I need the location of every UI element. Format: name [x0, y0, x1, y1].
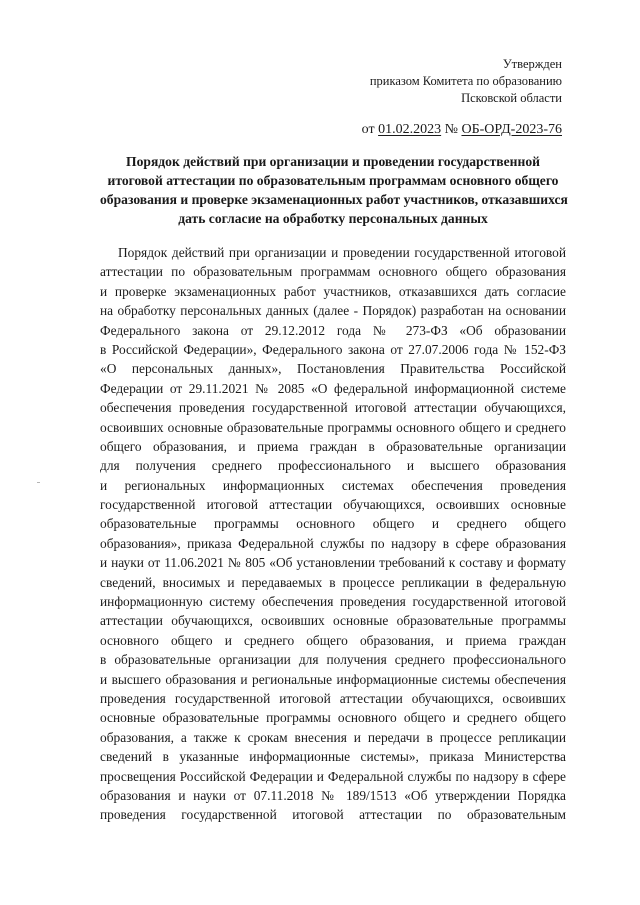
body-line: аттестации обучающихся, освоивших основные образовательные программы [100, 613, 566, 629]
order-date: 01.02.2023 [378, 122, 442, 137]
body-line: и проверке экзаменационных работ участников, отказавшихся дать согласие [100, 283, 566, 299]
body-line: Порядок действий при организации и проведении государственной итоговой [118, 245, 566, 260]
body-line: на обработку персональных данных (далее - Порядок) разработан на основании [100, 303, 566, 319]
body-line: и региональных информационных системах обеспечения проведения [100, 477, 566, 493]
approval-line-2: приказом Комитета по образованию [369, 74, 562, 88]
body-line: «О персональных данных», Постановления Правительства Российской [100, 361, 566, 377]
order-number: ОБ-ОРД-2023-76 [461, 122, 562, 137]
body-line: сведений, вносимых и передаваемых в процессе репликации в федеральную [100, 574, 566, 590]
body-line: общего образования, и приема граждан в образовательные организации [100, 438, 566, 454]
approval-line-1: Утвержден [502, 57, 562, 71]
body-line: основного общего и среднего общего образования, и приема граждан [100, 632, 566, 648]
body-line: в образовательные организации для получения среднего профессионального [100, 652, 566, 668]
body-line: в Российской Федерации», Федерального закона от 27.07.2006 года № 152-ФЗ [100, 341, 566, 357]
body-line: и высшего образования и региональные информационные системы обеспечения [100, 671, 566, 687]
body-line: образования и науки от 07.11.2018 № 189/1513 «Об утверждении Порядка [100, 787, 566, 803]
title-line: итоговой аттестации по образовательным программам основного общего [107, 173, 559, 188]
body-line: освоивших основные образовательные программы основного общего и среднего [100, 419, 566, 435]
body-line: аттестации по образовательным программам основного общего образования [100, 264, 566, 280]
body-line: проведения государственной итоговой аттестации обучающихся, освоивших [100, 690, 566, 706]
body-line: информационную систему обеспечения проведения государственной итоговой [100, 594, 566, 610]
body-line: просвещения Российской Федерации и Федеральной службы по надзору в сфере [100, 768, 566, 784]
body-line: для получения среднего профессионального и высшего образования [100, 458, 566, 474]
title-line: дать согласие на обработку персональных данных [178, 211, 488, 226]
body-line: сведений в указанные информационные системы», приказа Министерства [100, 749, 566, 765]
body-line: государственной итоговой аттестации обучающихся, освоивших основные [100, 497, 566, 513]
approval-stamp [370, 56, 562, 107]
body-line: образования, а также к срокам внесения и передачи в процессе репликации [100, 729, 566, 745]
body-line: образования», приказа Федеральной службы по надзору в сфере образования [100, 535, 566, 551]
body-line: Федерации от 29.11.2021 № 2085 «О федеральной информационной системе [100, 380, 566, 396]
body-line: обеспечения проведения государственной итоговой аттестации обучающихся, [100, 400, 566, 416]
body-paragraph [100, 243, 566, 825]
margin-speck [37, 482, 40, 483]
body-line: проведения государственной итоговой аттестации по образовательным [100, 807, 566, 823]
body-line: Федерального закона от 29.12.2012 года № 273-ФЗ «Об образовании [100, 322, 566, 338]
order-number-sign: № [444, 122, 458, 137]
title-line: Порядок действий при организации и проведении государственной [126, 154, 540, 169]
body-line: образовательные программы основного общего и среднего общего [100, 516, 566, 532]
body-line: и науки от 11.06.2021 № 805 «Об установлении требований к составу и формату [100, 555, 566, 571]
approval-line-3: Псковской области [461, 91, 562, 105]
title-line: образования и проверке экзаменационных работ участников, отказавшихся [100, 192, 568, 207]
order-prefix: от [361, 122, 375, 137]
body-line: основные образовательные программы основного общего и среднего общего [100, 710, 566, 726]
order-reference [362, 121, 562, 139]
document-title [100, 152, 566, 228]
